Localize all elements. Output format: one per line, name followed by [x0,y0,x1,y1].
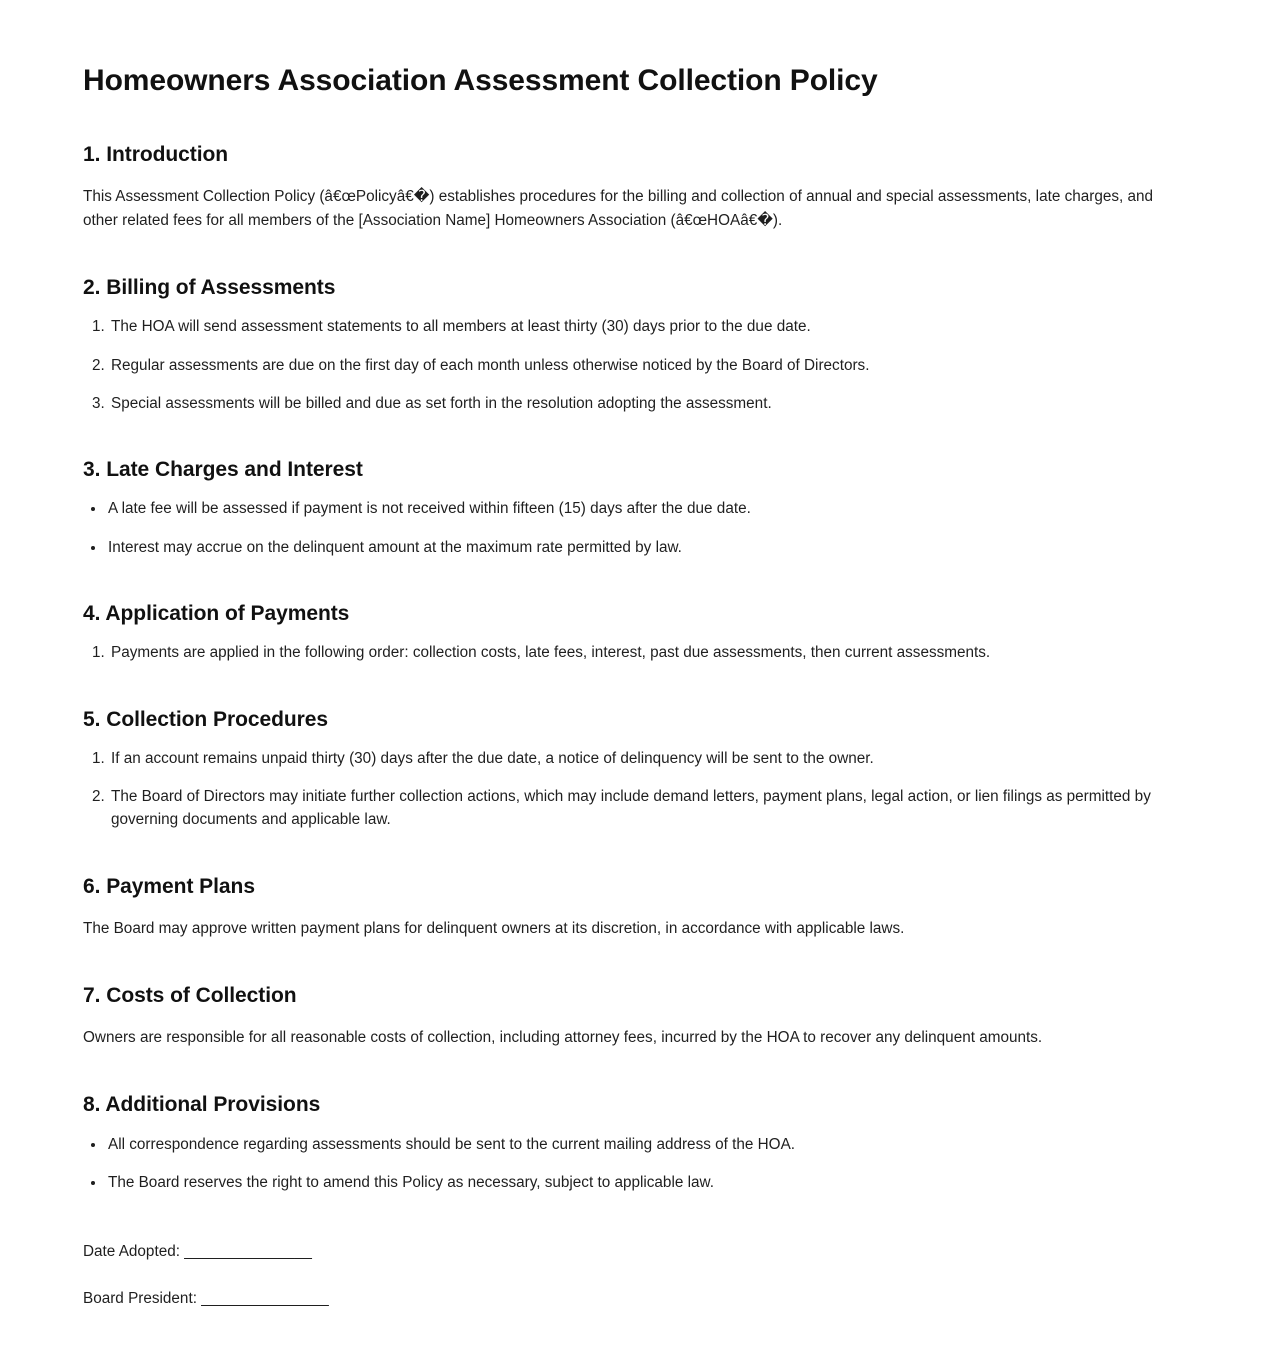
document-section [83,706,1195,832]
list-item: • A late fee will be assessed if payment is not received within fifteen (15) days after the due date. [106,497,1195,520]
list-item: 2. Regular assessments are due on the first day of each month unless otherwise noticed by the Board of Directors. [109,354,1195,377]
page-title: Homeowners Association Assessment Collection Policy [83,64,878,97]
list-item: 1. Payments are applied in the following order: collection costs, late fees, interest, past due assessments, then current assessments. [109,641,1195,664]
signature-block [83,1240,1195,1310]
document-section [83,982,1195,1050]
document-section [83,141,1195,234]
list-item: 2. The Board of Directors may initiate further collection actions, which may include demand letters, payment plans, legal action, or lien filings as permitted by governing documents and applicable law. [109,785,1195,832]
document-section [83,600,1195,665]
section-heading: 7. Costs of Collection [83,984,297,1007]
section-paragraph: Owners are responsible for all reasonable costs of collection, including attorney fees, incurred by the HOA to recover any delinquent amounts. [83,1029,1043,1047]
section-heading: 8. Additional Provisions [83,1093,321,1117]
list-item: • All correspondence regarding assessments should be sent to the current mailing address of the HOA. [106,1133,1195,1156]
numbered-list [83,641,1195,664]
section-paragraph: The Board may approve written payment plans for delinquent owners at its discretion, in accordance with applicable laws. [83,919,905,937]
document-section [83,274,1195,415]
document-section [83,1091,1195,1194]
signature-label: Date Adopted: [83,1243,185,1261]
section-heading: 2. Billing of Assessments [83,276,336,300]
list-item: 1. The HOA will send assessment statements to all members at least thirty (30) days prior to the due date. [109,315,1195,338]
list-item: • The Board reserves the right to amend this Policy as necessary, subject to applicable law. [106,1171,1195,1194]
bulleted-list [83,497,1195,559]
numbered-list [83,315,1195,415]
section-heading: 6. Payment Plans [83,874,255,898]
numbered-list [83,747,1195,832]
document-section [83,456,1195,559]
signature-blank-rule: _______________ [201,1289,329,1307]
section-heading: 1. Introduction [83,142,229,166]
section-heading: 3. Late Charges and Interest [83,458,363,482]
signature-line [83,1240,1195,1264]
document-body [83,141,1195,1195]
signature-label: Board President: [83,1289,202,1307]
bulleted-list [83,1133,1195,1195]
list-item: • Interest may accrue on the delinquent amount at the maximum rate permitted by law. [106,536,1195,559]
section-heading: 5. Collection Procedures [83,707,329,731]
list-item: 1. If an account remains unpaid thirty (30) days after the due date, a notice of delinquency will be sent to the owner. [109,747,1195,770]
section-heading: 4. Application of Payments [83,601,350,625]
signature-blank-rule: _______________ [184,1243,312,1261]
signature-line [83,1287,1195,1311]
section-paragraph: This Assessment Collection Policy (â€œPolicyâ€�) establishes procedures for the billing and collection of annual and special assessments, late charges, and other related fees for all members of the [Association Name] Homeowners Association (â€œHOAâ€�). [83,187,1154,229]
list-item: 3. Special assessments will be billed and due as set forth in the resolution adopting the assessment. [109,392,1195,415]
document-section [83,873,1195,941]
